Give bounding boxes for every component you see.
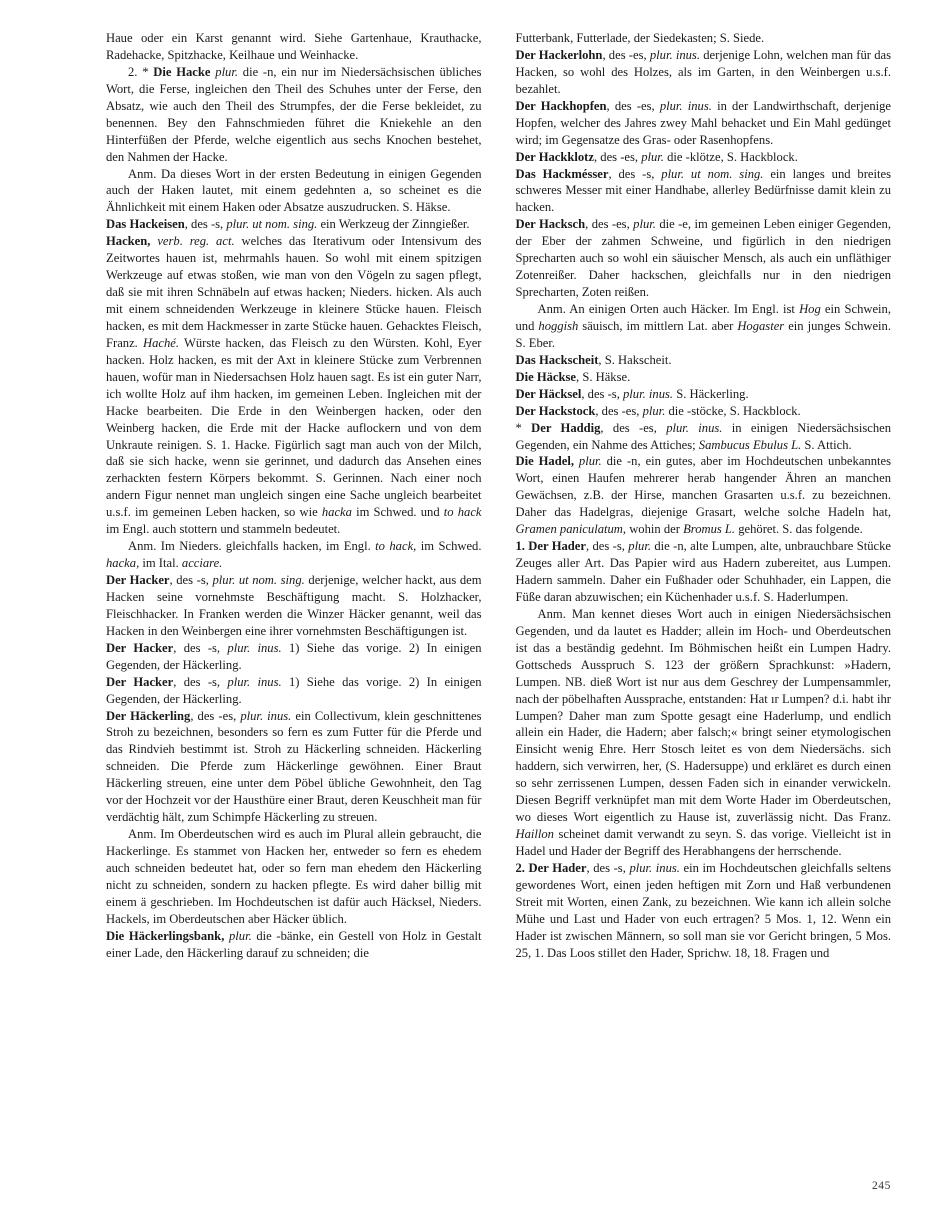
body-text: derjenige, welcher hackt, aus dem Hacken seine vornehmste Beschäftigung macht. S. Holzhacker, Fleischhacker. In Franken werden die Winzer Häcker genannt, weil das Hacken in den Weinbergen eine ihrer vornehmsten Beschäftigungen ist. xyxy=(106,573,482,638)
body-text: , des -es, xyxy=(593,149,642,164)
headword: Das Hackeisen xyxy=(106,217,185,232)
paragraph xyxy=(106,166,482,217)
italic-text: Sambucus Ebulus L. xyxy=(698,437,802,452)
paragraph xyxy=(516,453,892,538)
italic-text: hacka, xyxy=(106,556,140,571)
paragraph xyxy=(106,708,482,827)
paragraph xyxy=(516,166,892,217)
body-text: die -e, im gemeinen Leben einiger Gegenden, der Eber der zahmen Schweine, und figürlich in den niedrigen Sprecharten auch so wohl ein säuischer Mensch, als auch ein unfläthiger Zotenreißer. Daher hackschen, gleichfalls nur in den niedrigen Sprecharten, Zoten reißen. xyxy=(515,217,891,300)
body-text: im Engl. auch stottern und stammeln bedeutet. xyxy=(106,522,341,537)
body-text: Anm. Man kennet dieses Wort auch in einigen Niedersächsischen Gegenden, und da lautet es Hadder; allein im Hoch- und Oberdeutschen ist das a beständig gedehnt. Im Böhmischen heißt ein Lumpen Hadry. Gottscheds Ausspruch S. 123 der größern Sprachkunst: »Hadern, Lumpen. NB. dieß Wort ist nur aus dem Geschrey der Lumpensammler, nach der pöbelhaften Aussprache, entstanden: Hat ır Lumpen? d.i. habt ihr Lumpen? Daher man zum Spotte gesagt eine Haderlump, und endlich allein ein Hader, die Hadern; aber falsch;« bringt seiner etymologischen Einsicht wenig Ehre. Herr Stosch leitet es von dem Niedersächs. sich haddern, sich verwirren, her, (S. Hadersuppe) und erkläret es durch einen so sehr zerrissenen Lumpen, dessen Faden sich in einander verwickeln. Diesen Begriff verknüpfet man mit dem Worte Hader im Oberdeutschen, wo dieses Wort eigentlich zu Hause ist, zuverlässig nicht. Das Franz. xyxy=(515,606,891,825)
paragraph xyxy=(106,538,482,572)
body-text: , des -s, xyxy=(586,860,630,875)
paragraph xyxy=(516,98,892,149)
body-text: Anm. An einigen Orten auch Häcker. Im Engl. ist xyxy=(537,302,800,316)
paragraph xyxy=(516,386,892,403)
italic-text: Bromus L. xyxy=(683,522,736,537)
italic-text: plur. ut nom. sing. xyxy=(661,166,764,181)
headword: Die Häckse xyxy=(515,369,577,384)
body-text: wohin der xyxy=(626,522,684,537)
italic-text: plur. inus. xyxy=(227,640,282,655)
headword: Der Hacker xyxy=(106,573,170,587)
body-text: Würste hacken, das Fleisch zu den Würsten. Kohl, Eyer hacken. Holz hacken, es mit der Axt in kleinere Stücke zum Verbrennen hauen, wofür man in Niedersachsen Holz hauen sagt. Es ist ein guter Narr, ich wollte Holz auf ihm hacken, im gemeinen Leben. Ingleichen mit der Hacke bearbeiten. Die Erde in den Weinbergen hacken, oder den Weinberg hacken, die Erde mit der Hacke auflockern und von dem Unkraute reinigen. S. 1. Hacke. Figürlich sagt man auch von der Milch, daß sie sich hacke, wenn sie gerinnet, und dadurch das Ansehen eines zerhackten festern Körpers bekommt. S. Gerinnen. Nach einer noch andern Figur nennet man ungleich singen eine Sache ungleich bearbeitet u.s.f. im gemeinen Leben hacken, so wie xyxy=(106,335,482,520)
body-text: ein im Hochdeutschen gleichfalls seltens gewordenes Wort, einen jeden heftigen mit Zorn und Haß verbundenen Streit mit Worten, einen Zank, zu bezeichnen. Wie kann ich allein solche Mühe und Last und Hader von euch ertragen? 5 Mos. 1, 12. Wenn ein Hader ist zwischen Männern, so soll man sie vor Gericht bringen, 5 Mos. 25, 1. Das Loos stillet den Hader, Sprichw. 18, 18. Fragen und xyxy=(515,860,891,960)
italic-text: hacka xyxy=(321,505,352,520)
paragraph xyxy=(516,301,892,352)
headword: Der Hacksch xyxy=(515,217,586,232)
italic-text: plur. xyxy=(573,454,602,469)
paragraph xyxy=(106,674,482,708)
italic-text: Gramen paniculatum, xyxy=(515,522,627,537)
italic-text: plur. inus. xyxy=(240,708,292,723)
column-left xyxy=(106,30,482,962)
body-text: gehöret. S. das folgende. xyxy=(735,522,863,537)
italic-text: plur. inus. xyxy=(659,98,712,113)
body-text: , des -es, xyxy=(600,420,667,435)
headword: Das Hackscheit xyxy=(515,352,599,367)
body-text: die -stöcke, S. Hackblock. xyxy=(665,403,801,418)
italic-text: plur. xyxy=(641,149,664,164)
body-text: in der Landwirthschaft, derjenige Hopfen, welcher des Jahres zwey Mahl behacket und Ein Mahl gedünget wird; im Gegensatze des Gras- oder Rasenhopfens. xyxy=(515,98,892,147)
body-text: derjenige Lohn, welchen man für das Hacken, so wohl des Holzes, als im Garten, in den Weinbergen u.s.f. bezahlet. xyxy=(515,47,891,96)
headword: Der Hacker xyxy=(106,674,174,689)
italic-text: plur. inus. xyxy=(666,420,723,435)
body-text: , des -es, xyxy=(602,47,650,62)
body-text: , des -es, xyxy=(190,708,241,723)
paragraph xyxy=(516,149,892,166)
body-text: Anm. Im Oberdeutschen wird es auch im Plural allein gebraucht, die Hackerlinge. Es stammet von Hacken her, entweder so fern es ehedem auch schneiden bedeutet hat, oder so fern man ehedem den Häckerling nicht zu schneiden, sondern zu hacken pflegte. Es wird daher billig mit einem ä geschrieben. Im Hochdeutschen ist dafür auch Häcksel, Nieders. Hackels, im Oberdeutschen aber Häcker üblich. xyxy=(106,827,482,926)
headword: Der Häcksel xyxy=(515,386,582,401)
body-text: , des -s, xyxy=(608,166,662,181)
paragraph xyxy=(106,216,482,233)
body-text: ein Collectivum, klein geschnittenes Stroh zu bezeichnen, besonders so fern es zum Futter für die Pferde und das Rindvieh bestimmt ist. Stroh zu Häckerling schneiden. Häckerling schneiden. Die Pferde zum Häckerlinge gewöhnen. Einer Braut Häckerling streuen, eine unter dem Pöbel übliche Gewohnheit, den Tag vor der Hochzeit vor der Hausthüre einer Braut, deren Keuschheit man für verdächtig hält, zum Schimpfe Häckerling zu streuen. xyxy=(106,708,482,825)
italic-text: plur. inus. xyxy=(649,47,700,62)
italic-text: to hack xyxy=(443,505,482,520)
paragraph xyxy=(516,538,892,606)
body-text: Anm. Da dieses Wort in der ersten Bedeutung in einigen Gegenden auch der Haken lautet, mit einem gedehnten a, so scheinet es die Ähnlichkeit mit einem Haken oder Absatze auszudrucken. S. Häkse. xyxy=(106,166,482,215)
italic-text: hoggish xyxy=(538,318,579,333)
body-text: Anm. Im Nieders. gleichfalls hacken, im Engl. xyxy=(128,539,376,554)
paragraph xyxy=(516,403,892,420)
body-text: die -n, alte Lumpen, alte, unbrauchbare Stücke Zeuges aller Art. Das Papier wird aus Hadern zubereitet, aus Lumpen. Hadern sammeln. Daher ein Fußhader oder Schuhhader, ein Lappen, die Füße daran abzuwischen; ein Küchenhader u.s.f. S. Haderlumpen. xyxy=(515,539,891,604)
italic-text: plur. xyxy=(215,64,239,79)
paragraph xyxy=(106,928,482,962)
paragraph xyxy=(106,826,482,928)
headword: Der Häckerling xyxy=(106,708,191,723)
body-text: die -n, ein nur im Niedersächsischen übliches Wort, die Ferse, ingleichen den Theil des Schuhes unter der Ferse, den Absatz, wie auch den Theil des Strumpfes, der die Ferse bekleidet, zu benennen. Bey den Fahnschmieden führet die Kniekehle an den Hinterfüßen der Pferde, welche eigentlich aus sechs Knochen bestehet, den Nahmen der Hacke. xyxy=(106,64,482,164)
body-text: ein langes und breites schweres Messer mit einer Handhabe, allerley Bedürfnisse damit klein zu hacken. xyxy=(515,166,891,215)
paragraph xyxy=(516,216,892,301)
italic-text: Hog xyxy=(799,302,821,316)
paragraph xyxy=(516,47,892,98)
headword: Der Hackerlohn xyxy=(515,47,603,62)
headword: 1. Der Hader xyxy=(515,539,586,554)
headword: Der Hacker xyxy=(106,640,174,655)
body-text: 2. * xyxy=(128,64,154,79)
text-columns xyxy=(106,30,891,962)
paragraph xyxy=(516,352,892,369)
body-text: ein junges Schwein. S. Eber. xyxy=(515,318,891,350)
body-text: die -n, ein gutes, aber im Hochdeutschen unbekanntes Wort, einen Haufen mehrerer herab hangender Ähren an manchen Gewächsen, z.B. der Hirse, manchen Grasarten u.s.f. zu bezeichnen. Daher das Hadelgras, diejenige Grasart, welche solche Hadeln hat, xyxy=(515,454,891,520)
body-text: , S. Hakscheit. xyxy=(598,352,672,367)
body-text: , des -s, xyxy=(586,539,629,554)
italic-text: plur. xyxy=(628,539,652,554)
paragraph xyxy=(106,233,482,538)
italic-text: plur. xyxy=(633,217,656,232)
body-text: 1) Siehe das vorige. 2) In einigen Gegenden, der Häckerling. xyxy=(106,640,482,672)
headword: Der Hackklotz xyxy=(515,149,594,164)
italic-text: plur. inus. xyxy=(227,674,282,689)
body-text: scheinet damit verwandt zu seyn. S. das vorige. Vielleicht ist in Hadel und Hader der Begriff des Herabhangens der herrschende. xyxy=(515,827,891,858)
italic-text: plur. ut nom. sing. xyxy=(212,573,305,587)
body-text: , des -es, xyxy=(585,217,634,232)
italic-text: Haché. xyxy=(143,335,180,350)
page-number: 245 xyxy=(871,1180,891,1192)
paragraph xyxy=(106,572,482,640)
paragraph xyxy=(516,369,892,386)
headword: Der Hackhopfen xyxy=(515,98,607,113)
body-text: ein Schwein, und xyxy=(515,302,891,333)
body-text: * xyxy=(515,420,532,435)
italic-text: plur. inus. xyxy=(623,386,674,401)
body-text: im Schwed. xyxy=(416,539,482,554)
body-text: Haue oder ein Karst genannt wird. Siehe Gartenhaue, Krauthacke, Radehacke, Spitzhacke, Keilhaue und Weinhacke. xyxy=(106,31,482,62)
headword: Der Hackstock xyxy=(515,403,596,418)
body-text: ein Werkzeug der Zinngießer. xyxy=(317,217,470,232)
paragraph xyxy=(516,420,892,454)
paragraph xyxy=(516,30,892,47)
body-text: im Schwed. und xyxy=(351,505,444,520)
body-text: S. Häckerling. xyxy=(673,386,749,401)
body-text: , des -s, xyxy=(173,674,228,689)
body-text: welches das Iterativum oder Intensivum des Zeitwortes hauen ist, mehrmahls hauen. So wohl mit einem spitzigen Werkzeuge auf etwas stoßen, wie man von den Vögeln zu sagen pflegt, daß sie mit ihren Schnäbeln auf etwas hacken; Nieders. hicken. Als auch mit einem schneidenden Werkzeuge in kleinere Stücke hauen. Fleisch hacken, es mit dem Hackmesser in zarte Stücke hauen. Gehacktes Fleisch, Franz. xyxy=(106,234,482,350)
column-right xyxy=(516,30,892,962)
paragraph xyxy=(106,640,482,674)
body-text: , des -s, xyxy=(184,217,227,232)
headword: Das Hackmésser xyxy=(515,166,609,181)
body-text: säuisch, im mittlern Lat. aber xyxy=(578,318,738,333)
italic-text: Hogaster xyxy=(737,318,785,333)
headword: Die Häckerlingsbank, xyxy=(106,928,225,943)
body-text: die -bänke, ein Gestell von Holz in Gestalt einer Lade, den Häckerling darauf zu schneiden; die xyxy=(106,928,482,960)
headword: 2. Der Hader xyxy=(515,860,587,875)
body-text: in einigen Niedersächsischen Gegenden, ein Nahme des Attiches; xyxy=(515,420,892,452)
italic-text: verb. reg. act. xyxy=(150,234,235,249)
italic-text: Haillon xyxy=(515,827,554,842)
italic-text: plur. inus. xyxy=(629,860,680,875)
body-text: die -klötze, S. Hackblock. xyxy=(663,149,798,164)
body-text: , des -s, xyxy=(169,573,213,587)
body-text: , des -s, xyxy=(173,640,228,655)
body-text: S. Attich. xyxy=(801,437,852,452)
body-text: , S. Häkse. xyxy=(576,369,631,384)
italic-text: plur. ut nom. sing. xyxy=(226,217,318,232)
italic-text: to hack, xyxy=(375,539,417,554)
headword: Der Haddig xyxy=(531,420,601,435)
paragraph xyxy=(516,606,892,860)
headword: Die Hacke xyxy=(153,64,211,79)
body-text: Futterbank, Futterlade, der Siedekasten; S. Siede. xyxy=(515,31,765,45)
headword: Hacken, xyxy=(106,234,151,249)
italic-text: plur. xyxy=(224,928,252,943)
body-text: , des -s, xyxy=(581,386,623,401)
headword: Die Hadel, xyxy=(515,454,574,469)
paragraph xyxy=(516,860,892,962)
italic-text: acciare. xyxy=(181,556,223,571)
body-text: im Ital. xyxy=(139,556,182,571)
body-text: , des -es, xyxy=(606,98,660,113)
body-text: , des -es, xyxy=(595,403,643,418)
paragraph xyxy=(106,30,482,64)
body-text: 1) Siehe das vorige. 2) In einigen Gegenden, der Häckerling. xyxy=(106,674,482,706)
paragraph xyxy=(106,64,482,166)
italic-text: plur. xyxy=(642,403,666,418)
